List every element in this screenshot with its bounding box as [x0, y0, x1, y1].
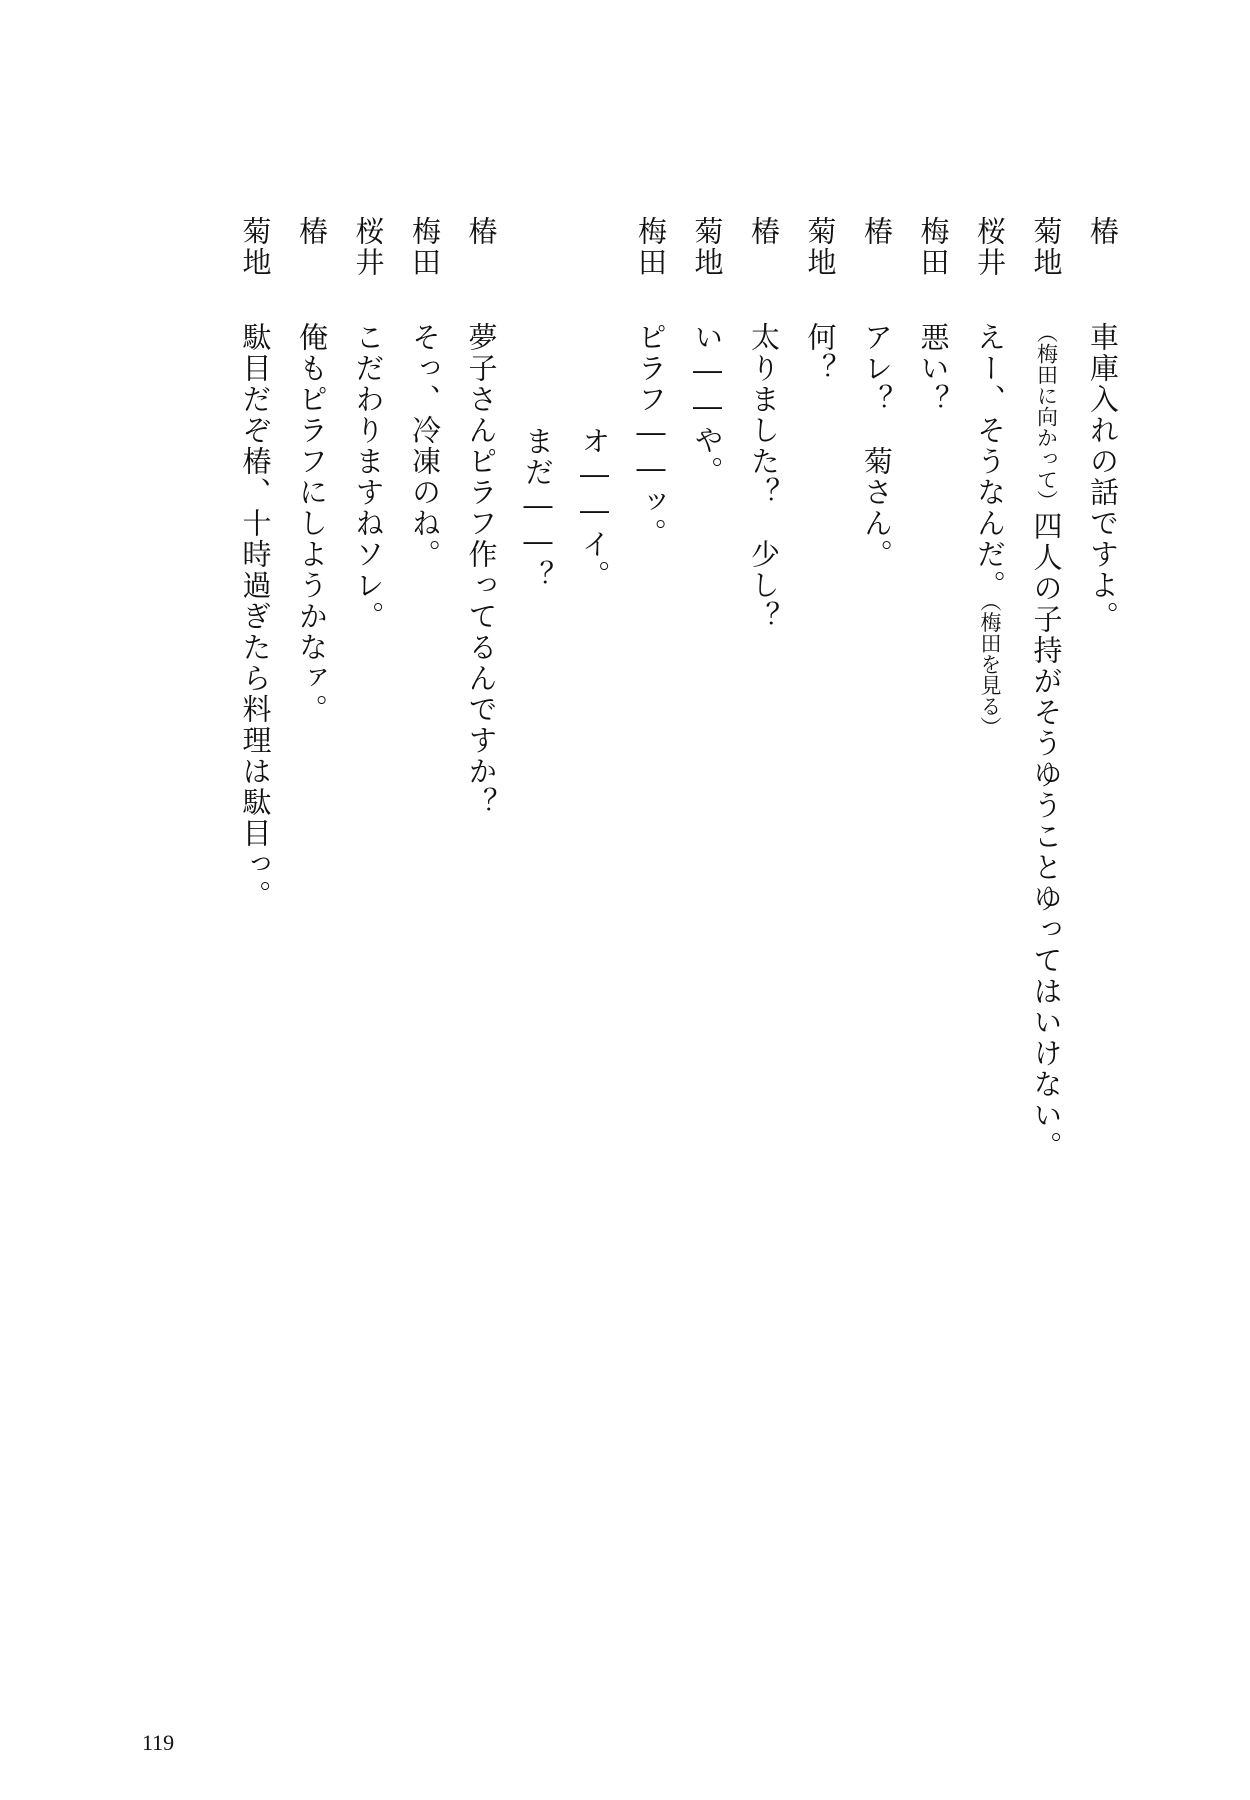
- dialogue-text: 太りました？ 少し？: [747, 322, 781, 632]
- dialogue-text: 何？: [803, 322, 838, 384]
- speaker-name: 菊地: [238, 216, 273, 278]
- dialogue-line: [518, 216, 558, 591]
- dialogue-line: [914, 216, 954, 415]
- stage-direction: （梅田を見る）: [978, 601, 1002, 738]
- dialogue-line: [688, 216, 728, 487]
- speaker-name: 桜井: [973, 216, 1007, 278]
- speaker-name: 菊地: [803, 216, 838, 278]
- dialogue-text: 駄目だぞ椿、十時過ぎたら料理は駄目っ。: [238, 322, 273, 911]
- speaker-name: 椿: [747, 216, 781, 247]
- speaker-name: 桜井: [351, 216, 386, 278]
- dialogue-text: アレ？ 菊さん。: [860, 322, 894, 570]
- dialogue-line: [236, 216, 276, 911]
- dialogue-text: えー、そうなんだ。: [973, 322, 1007, 601]
- speaker-name: 梅田: [916, 216, 951, 278]
- dialogue-line: [631, 216, 671, 549]
- stage-direction: （梅田に向かって）: [1034, 322, 1059, 511]
- page-number: 119: [142, 1730, 175, 1755]
- dialogue-text: ピラフ――ッ。: [634, 322, 668, 549]
- dialogue-text: 俺もピラフにしようかなァ。: [295, 322, 329, 725]
- dialogue-text: 夢子さんピラフ作ってるんですか？: [464, 322, 499, 818]
- speaker-name: 椿: [860, 216, 894, 247]
- dialogue-line: [801, 216, 841, 384]
- dialogue-text: い――や。: [690, 322, 725, 487]
- speaker-name: 梅田: [408, 216, 442, 278]
- dialogue-text: 車庫入れの話ですよ。: [1086, 322, 1120, 632]
- dialogue-line: [349, 216, 389, 632]
- dialogue-line: [1083, 216, 1123, 632]
- dialogue-line: [857, 216, 897, 570]
- speaker-name: 梅田: [634, 216, 668, 278]
- speaker-name: 椿: [295, 216, 329, 247]
- dialogue-line: [575, 216, 615, 591]
- dialogue-text: オ――イ。: [577, 426, 612, 591]
- dialogue-line: [744, 216, 784, 632]
- dialogue-line: [292, 216, 332, 725]
- dialogue-text: 悪い？: [916, 322, 951, 415]
- speaker-name: 菊地: [690, 216, 725, 278]
- dialogue-line: [405, 216, 445, 570]
- dialogue-text: そっ、冷凍のね。: [408, 322, 442, 570]
- speaker-name: 椿: [1086, 216, 1120, 247]
- dialogue-line: [462, 216, 502, 818]
- speaker-name: 椿: [464, 216, 499, 247]
- dialogue-text: まだ――？: [521, 426, 555, 591]
- dialogue-text: 四人の子持がそうゆうことゆってはいけない。: [1029, 511, 1064, 1162]
- speaker-name: 菊地: [1029, 216, 1064, 278]
- dialogue-line: [1027, 216, 1067, 1162]
- dialogue-line: [970, 216, 1010, 738]
- dialogue-text: こだわりますねソレ。: [351, 322, 386, 632]
